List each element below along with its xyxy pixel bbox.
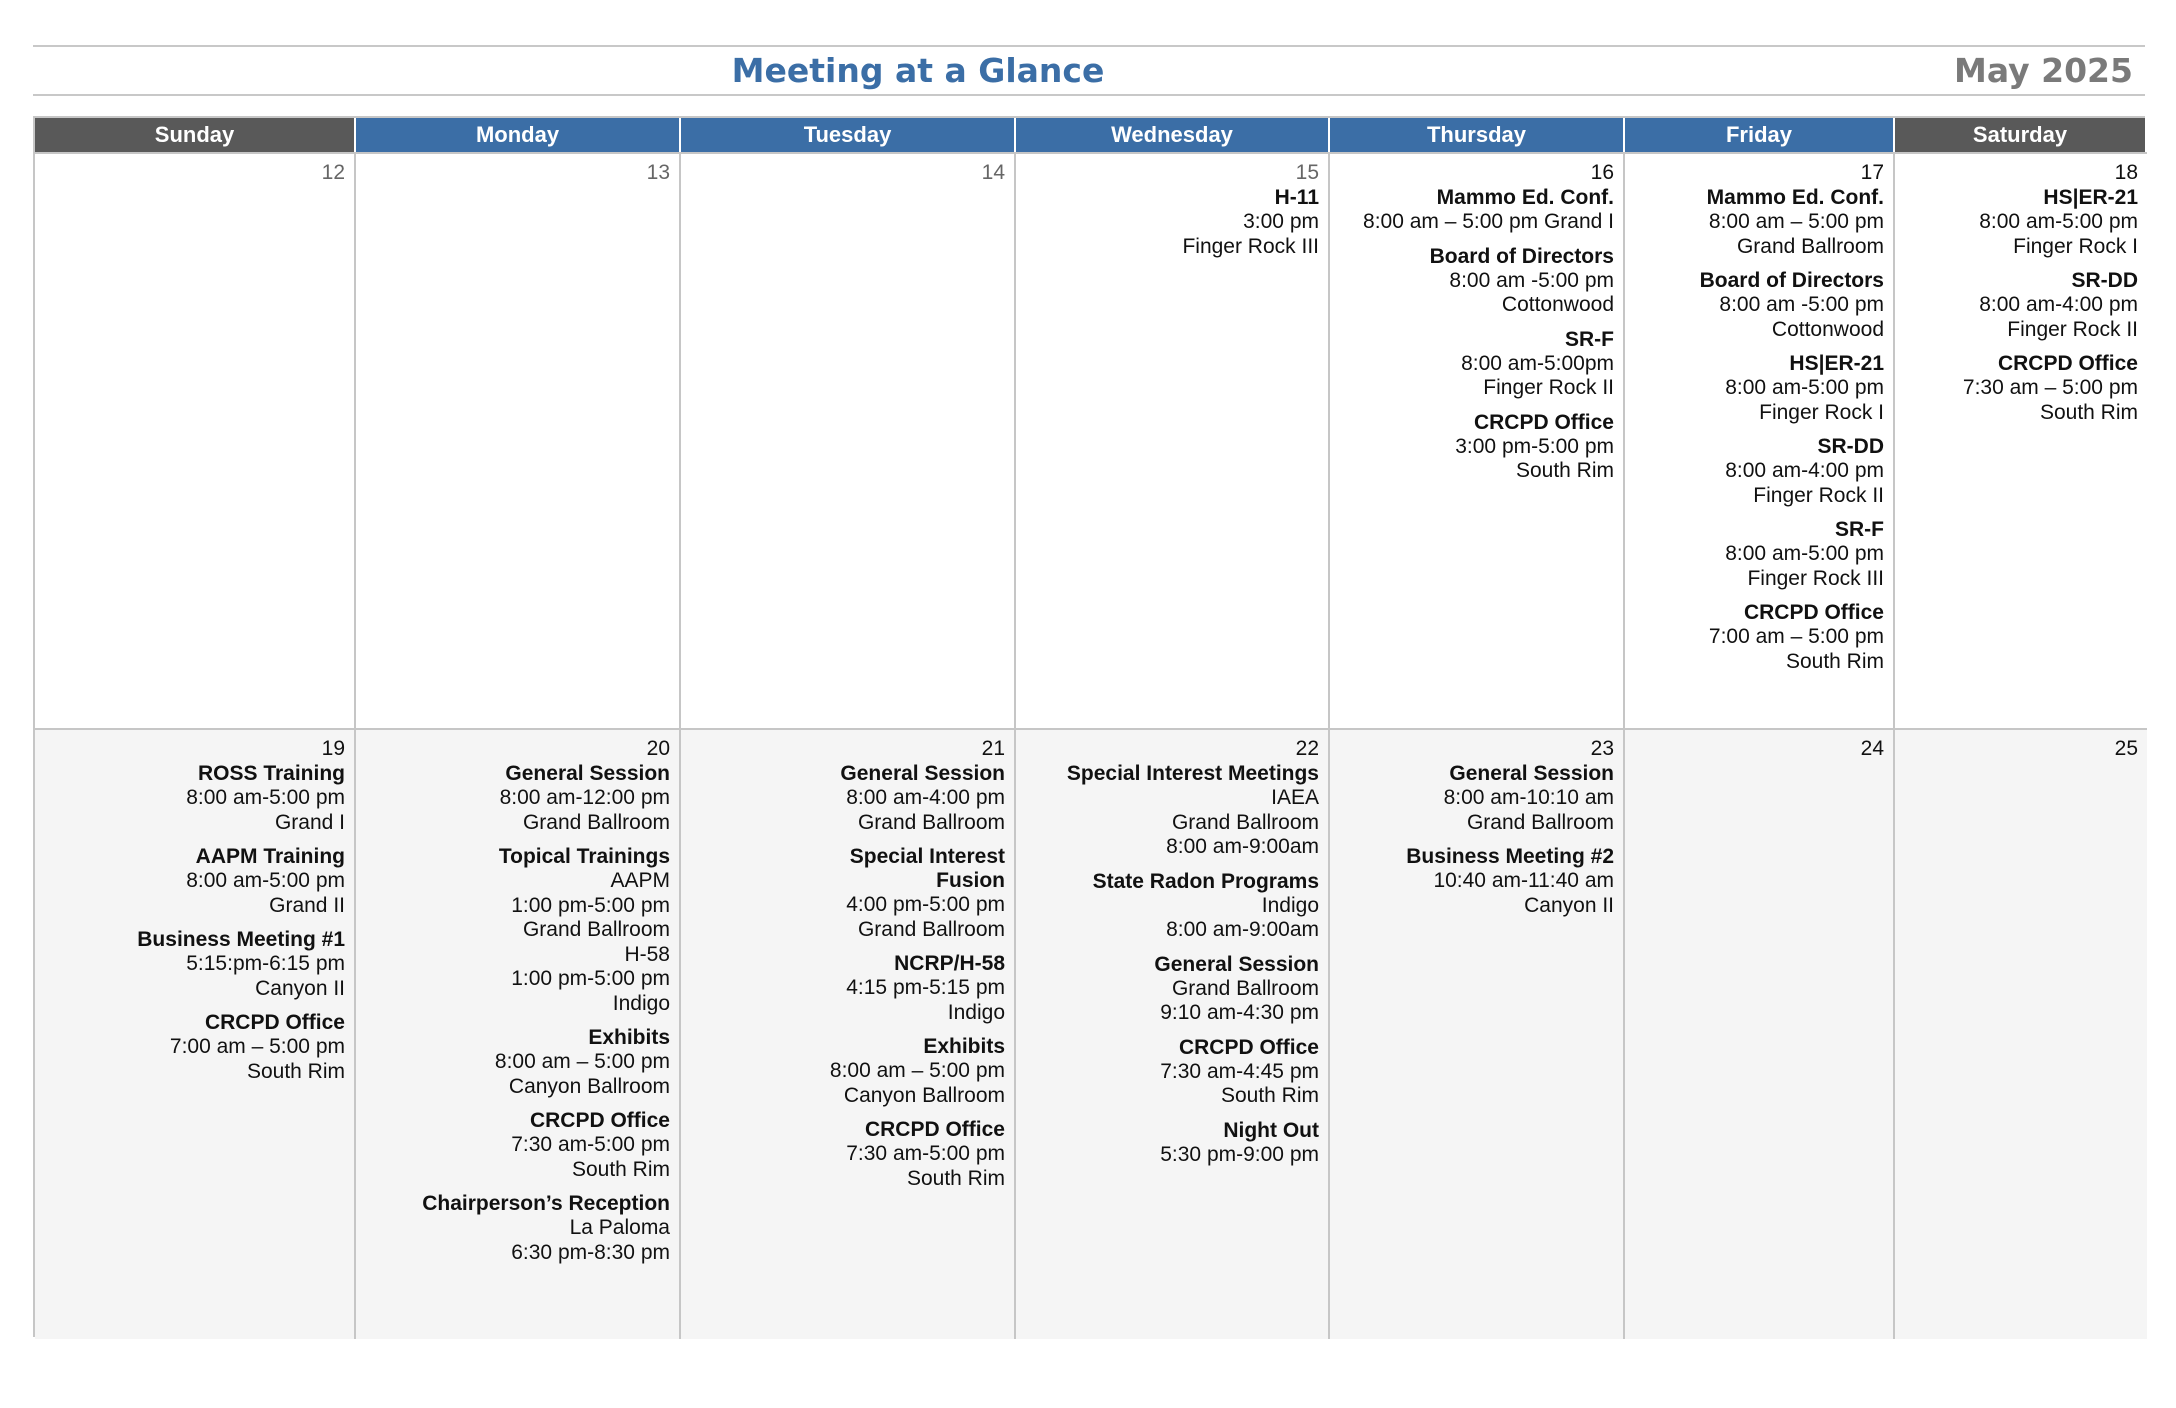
event-detail: Indigo	[612, 991, 670, 1015]
event-detail: South Rim	[571, 1157, 670, 1181]
event-detail: Finger Rock II	[1753, 483, 1884, 507]
day-cell-tuesday	[681, 152, 1016, 728]
event-title: Business Meeting #1	[137, 928, 345, 951]
event-detail: 9:10 am-4:30 pm	[1160, 1001, 1319, 1024]
event-detail: Finger Rock III	[1747, 566, 1884, 590]
day-number: 25	[2114, 737, 2138, 760]
event-detail: 8:00 am-5:00 pm	[1979, 210, 2138, 233]
calendar-event	[1336, 328, 1614, 401]
calendar-event	[687, 1035, 1005, 1108]
event-detail: South Rim	[1220, 1084, 1319, 1107]
calendar-event	[1022, 1036, 1319, 1109]
event-detail: South Rim	[2039, 400, 2138, 424]
event-detail: Grand Ballroom	[1736, 234, 1884, 258]
calendar-event	[1631, 435, 1884, 508]
event-detail: Cottonwood	[1501, 293, 1614, 316]
calendar-event	[362, 1109, 670, 1182]
calendar-event	[687, 952, 1005, 1025]
day-header-wednesday: Wednesday	[1016, 118, 1330, 152]
calendar-grid	[33, 116, 2145, 1337]
day-number: 14	[981, 161, 1005, 184]
month-label: May 2025	[1954, 51, 2133, 90]
day-number: 21	[981, 737, 1005, 760]
event-title: General Session	[1449, 762, 1614, 785]
event-detail: 5:15:pm-6:15 pm	[186, 952, 345, 975]
event-detail: 8:00 am – 5:00 pm Grand I	[1363, 210, 1614, 233]
calendar-event	[1022, 953, 1319, 1026]
day-cell-sunday	[35, 152, 356, 728]
event-title: NCRP/H-58	[894, 952, 1005, 975]
event-detail: 5:30 pm-9:00 pm	[1160, 1142, 1319, 1166]
event-title: Special Interest Meetings	[1066, 762, 1319, 785]
event-detail: 8:00 am-5:00 pm	[1725, 542, 1884, 565]
event-detail: 8:00 am – 5:00 pm	[829, 1059, 1005, 1082]
event-title: General Session	[840, 762, 1005, 785]
day-cell-saturday	[1895, 728, 2147, 1339]
event-title: State Radon Programs	[1092, 869, 1319, 893]
event-detail: 10:40 am-11:40 am	[1433, 869, 1614, 892]
calendar-event	[41, 928, 345, 1001]
event-detail: Finger Rock III	[1182, 234, 1319, 258]
event-detail: South Rim	[906, 1166, 1005, 1190]
day-number: 12	[321, 161, 345, 184]
event-detail: 8:00 am-5:00pm	[1461, 351, 1614, 375]
calendar-event	[362, 1192, 670, 1265]
calendar-event	[1336, 845, 1614, 918]
event-detail: 1:00 pm-5:00 pm	[511, 967, 670, 990]
event-title: CRCPD Office	[204, 1011, 345, 1034]
day-number: 17	[1860, 161, 1884, 184]
event-detail: 7:00 am – 5:00 pm	[169, 1035, 345, 1058]
day-cell-saturday	[1895, 152, 2147, 728]
event-title: H-11	[1274, 186, 1319, 209]
calendar-event	[1901, 269, 2138, 342]
day-cell-wednesday	[1016, 152, 1330, 728]
day-header-sunday: Sunday	[35, 118, 356, 152]
day-number: 22	[1295, 737, 1319, 760]
event-detail: La Paloma	[569, 1216, 670, 1239]
event-detail: Grand II	[269, 893, 345, 917]
event-detail: 8:00 am-5:00 pm	[1725, 376, 1884, 399]
event-detail: Canyon II	[1524, 893, 1614, 917]
event-detail: 8:00 am-4:00 pm	[1979, 293, 2138, 316]
event-detail: H-58	[624, 942, 670, 966]
event-detail: South Rim	[1785, 649, 1884, 673]
event-title: CRCPD Office	[529, 1109, 670, 1132]
event-title: CRCPD Office	[1178, 1035, 1319, 1059]
event-title: HS|ER-21	[2043, 186, 2138, 209]
event-detail: 8:00 am-9:00am	[1166, 835, 1319, 858]
event-detail: 1:00 pm-5:00 pm	[511, 893, 670, 917]
event-detail: Cottonwood	[1771, 317, 1884, 341]
day-number: 13	[646, 161, 670, 184]
event-title: Special Interest Fusion	[849, 845, 1005, 892]
calendar-event	[1022, 186, 1319, 259]
event-title: Chairperson’s Reception	[422, 1192, 670, 1215]
calendar-event	[1336, 245, 1614, 318]
calendar-event	[1022, 762, 1319, 860]
calendar-event	[362, 762, 670, 835]
event-detail: 7:30 am-4:45 pm	[1160, 1059, 1319, 1083]
calendar-event	[1022, 1119, 1319, 1168]
day-header-monday: Monday	[356, 118, 681, 152]
event-detail: 8:00 am-10:10 am	[1443, 786, 1614, 809]
event-detail: Grand Ballroom	[857, 917, 1005, 941]
event-detail: Canyon Ballroom	[508, 1074, 670, 1098]
calendar-event	[41, 762, 345, 835]
event-detail: 8:00 am-9:00am	[1166, 918, 1319, 941]
day-header-thursday: Thursday	[1330, 118, 1625, 152]
event-title: Topical Trainings	[498, 845, 670, 868]
calendar-event	[1336, 411, 1614, 484]
event-detail: Finger Rock I	[2013, 234, 2138, 258]
event-detail: 8:00 am – 5:00 pm	[494, 1050, 670, 1073]
day-header-friday: Friday	[1625, 118, 1895, 152]
event-title: General Session	[1154, 952, 1319, 976]
calendar-event	[1631, 518, 1884, 591]
event-title: Board of Directors	[1429, 244, 1614, 268]
event-detail: Canyon Ballroom	[843, 1083, 1005, 1107]
calendar-event	[41, 845, 345, 918]
calendar-event	[687, 1118, 1005, 1191]
event-detail: 8:00 am-5:00 pm	[186, 786, 345, 809]
event-title: Night Out	[1223, 1118, 1319, 1142]
event-detail: Indigo	[1261, 893, 1319, 917]
event-title: SR-DD	[1817, 435, 1884, 458]
event-title: SR-DD	[2071, 269, 2138, 292]
day-cell-monday	[356, 152, 681, 728]
event-detail: IAEA	[1271, 786, 1319, 809]
event-detail: 6:30 pm-8:30 pm	[511, 1240, 670, 1264]
event-title: HS|ER-21	[1789, 352, 1884, 375]
event-title: ROSS Training	[197, 762, 345, 785]
calendar-event	[1022, 870, 1319, 943]
day-number: 18	[2114, 161, 2138, 184]
event-detail: 7:30 am-5:00 pm	[846, 1142, 1005, 1165]
event-detail: 8:00 am -5:00 pm	[1449, 268, 1614, 292]
event-detail: 4:00 pm-5:00 pm	[846, 893, 1005, 916]
event-detail: 3:00 pm	[1243, 210, 1319, 233]
event-detail: Grand Ballroom	[1171, 810, 1319, 834]
event-title: SR-F	[1565, 327, 1614, 351]
day-number: 23	[1590, 737, 1614, 760]
event-detail: Grand I	[274, 810, 345, 834]
calendar-event	[1901, 186, 2138, 259]
event-detail: Grand Ballroom	[522, 810, 670, 834]
day-cell-wednesday	[1016, 728, 1330, 1339]
event-detail: Grand Ballroom	[1466, 810, 1614, 834]
event-detail: 8:00 am-12:00 pm	[499, 786, 670, 809]
day-header-tuesday: Tuesday	[681, 118, 1016, 152]
day-cell-sunday	[35, 728, 356, 1339]
event-detail: AAPM	[610, 869, 670, 892]
event-title: Business Meeting #2	[1406, 845, 1614, 868]
event-detail: Canyon II	[255, 976, 345, 1000]
event-detail: 3:00 pm-5:00 pm	[1455, 434, 1614, 458]
title-rule	[33, 94, 2145, 96]
calendar-event	[1631, 269, 1884, 342]
calendar-event	[1901, 352, 2138, 425]
event-title: CRCPD Office	[864, 1118, 1005, 1141]
day-number: 20	[646, 737, 670, 760]
event-detail: 8:00 am – 5:00 pm	[1708, 210, 1884, 233]
event-detail: 8:00 am-5:00 pm	[186, 869, 345, 892]
event-detail: 7:30 am-5:00 pm	[511, 1133, 670, 1156]
calendar-event	[41, 1011, 345, 1084]
event-detail: Finger Rock II	[1483, 376, 1614, 399]
calendar-event	[362, 1026, 670, 1099]
calendar-event	[1631, 601, 1884, 674]
event-title: CRCPD Office	[1997, 352, 2138, 375]
event-detail: 8:00 am-4:00 pm	[846, 786, 1005, 809]
day-header-saturday: Saturday	[1895, 118, 2147, 152]
page-title: Meeting at a Glance	[731, 51, 1105, 90]
event-title: CRCPD Office	[1743, 601, 1884, 624]
day-cell-thursday	[1330, 728, 1625, 1339]
event-detail: 7:00 am – 5:00 pm	[1708, 625, 1884, 648]
event-detail: South Rim	[246, 1059, 345, 1083]
event-title: Exhibits	[923, 1035, 1005, 1058]
title-row	[33, 47, 2145, 93]
calendar-event	[687, 845, 1005, 942]
event-detail: Grand Ballroom	[1171, 976, 1319, 1000]
event-title: Mammo Ed. Conf.	[1706, 186, 1884, 209]
day-number: 19	[321, 737, 345, 760]
event-title: General Session	[505, 762, 670, 785]
day-cell-friday	[1625, 728, 1895, 1339]
event-detail: 8:00 am-4:00 pm	[1725, 459, 1884, 482]
event-detail: Finger Rock II	[2007, 317, 2138, 341]
event-detail: Grand Ballroom	[857, 810, 1005, 834]
event-detail: 7:30 am – 5:00 pm	[1962, 376, 2138, 399]
calendar-event	[1631, 352, 1884, 425]
event-detail: Indigo	[947, 1000, 1005, 1024]
day-cell-thursday	[1330, 152, 1625, 728]
event-title: Board of Directors	[1699, 269, 1884, 292]
event-detail: Grand Ballroom	[522, 918, 670, 941]
calendar-event	[1336, 186, 1614, 235]
calendar-event	[362, 845, 670, 1016]
event-title: Exhibits	[588, 1026, 670, 1049]
event-detail: South Rim	[1515, 459, 1614, 482]
event-title: SR-F	[1835, 518, 1884, 541]
day-number: 16	[1590, 161, 1614, 184]
event-detail: Finger Rock I	[1759, 400, 1884, 424]
day-number: 15	[1295, 161, 1319, 184]
event-title: CRCPD Office	[1473, 410, 1614, 434]
event-detail: 8:00 am -5:00 pm	[1719, 293, 1884, 316]
calendar-event	[1631, 186, 1884, 259]
event-title: Mammo Ed. Conf.	[1436, 186, 1614, 209]
day-cell-monday	[356, 728, 681, 1339]
calendar-event	[1336, 762, 1614, 835]
day-cell-friday	[1625, 152, 1895, 728]
day-cell-tuesday	[681, 728, 1016, 1339]
day-number: 24	[1860, 737, 1884, 760]
calendar-event	[687, 762, 1005, 835]
event-title: AAPM Training	[195, 845, 345, 868]
event-detail: 4:15 pm-5:15 pm	[846, 976, 1005, 999]
